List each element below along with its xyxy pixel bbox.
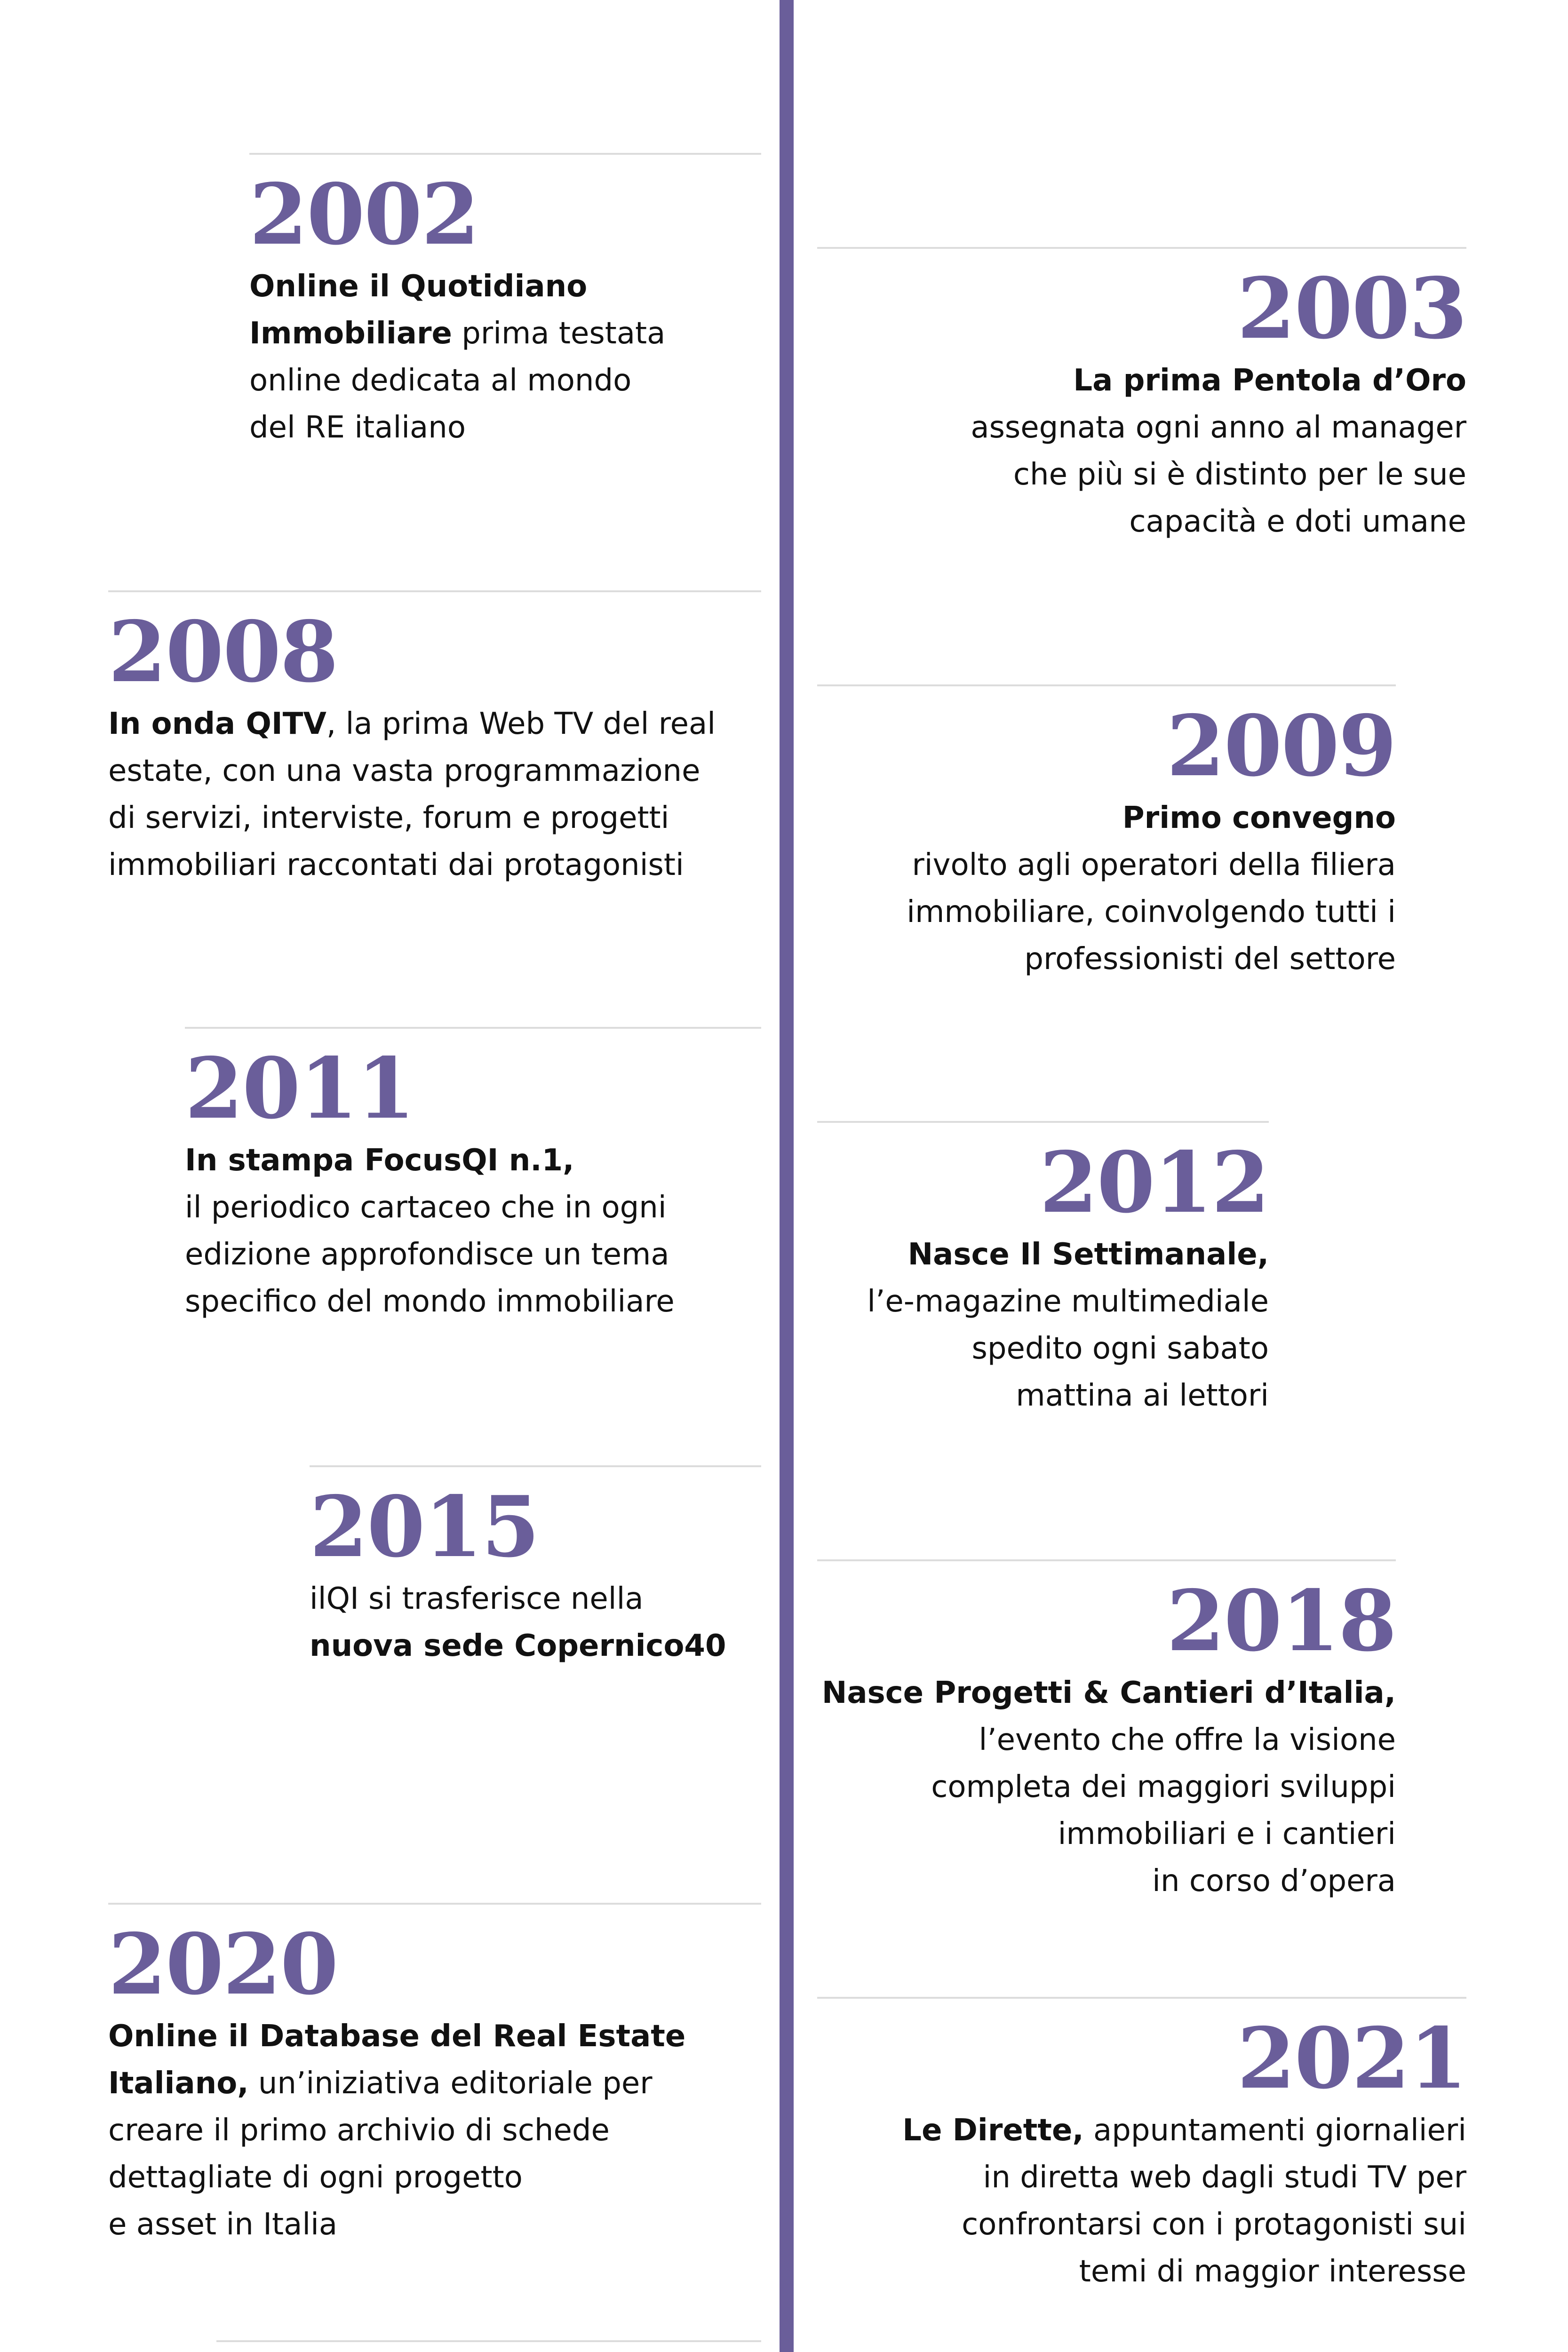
description-line (817, 1325, 1269, 1372)
body-text: confrontarsi con i protagonisti sui (962, 2207, 1466, 2242)
description-line (817, 842, 1396, 889)
timeline-entry-7 (817, 1559, 1396, 1905)
timeline-entry-5 (817, 1121, 1269, 1419)
body-text: di servizi, interviste, forum e progetti (108, 801, 669, 835)
entry-divider (216, 2340, 761, 2342)
entry-description (817, 2107, 1466, 2295)
timeline-axis (780, 0, 794, 2352)
timeline-entry-3 (817, 684, 1396, 983)
description-line (185, 1184, 761, 1231)
description-line (817, 2154, 1466, 2201)
description-line (817, 1278, 1269, 1325)
timeline-entry-0 (249, 153, 761, 451)
body-text: professionisti del settore (1024, 942, 1396, 977)
description-line (108, 747, 761, 795)
description-line (817, 936, 1396, 983)
entry-year: 2012 (1039, 1133, 1269, 1232)
description-line (249, 357, 761, 404)
entry-divider (249, 153, 761, 155)
entry-divider (817, 1121, 1269, 1123)
entry-description (108, 2013, 761, 2248)
highlight-text: In onda QITV (108, 707, 326, 741)
body-text: e asset in Italia (108, 2207, 338, 2242)
body-text: immobiliare, coinvolgendo tutti i (907, 895, 1396, 930)
description-line (310, 1622, 761, 1669)
body-text: che più si è distinto per le sue (1013, 457, 1466, 492)
entry-description (185, 1137, 761, 1325)
body-text: spedito ogni sabato (971, 1331, 1269, 1366)
description-line (817, 404, 1466, 451)
highlight-text: Italiano, (108, 2066, 249, 2101)
description-line (310, 1575, 761, 1622)
description-line (108, 2013, 761, 2060)
body-text: in corso d’opera (1152, 1864, 1396, 1899)
body-text: il periodico cartaceo che in ogni (185, 1190, 667, 1225)
description-line (108, 2060, 761, 2107)
highlight-text: In stampa FocusQI n.1, (185, 1143, 574, 1178)
highlight-text: Online il Database del Real Estate (108, 2019, 686, 2054)
entry-description (817, 795, 1396, 983)
description-line (108, 2154, 761, 2201)
description-line (185, 1278, 761, 1325)
description-line (817, 2107, 1466, 2154)
description-line (249, 310, 761, 357)
body-text: capacità e doti umane (1129, 504, 1466, 539)
entry-description (817, 1231, 1269, 1419)
entry-description (249, 263, 761, 451)
timeline-entry-1 (817, 247, 1466, 545)
description-line (817, 1764, 1396, 1811)
highlight-text: La prima Pentola d’Oro (1073, 363, 1466, 398)
highlight-text: Nasce Il Settimanale, (907, 1237, 1269, 1272)
timeline-entry-4 (185, 1027, 761, 1325)
body-text: rivolto agli operatori della filiera (912, 848, 1396, 882)
description-line (817, 451, 1466, 498)
description-line (817, 1716, 1396, 1764)
description-line (817, 1372, 1269, 1419)
highlight-text: Primo convegno (1122, 801, 1396, 835)
entry-year: 2008 (108, 603, 338, 701)
body-text: appuntamenti giornalieri (1083, 2113, 1466, 2148)
description-line (817, 2248, 1466, 2295)
entry-year: 2003 (1237, 259, 1466, 358)
description-line (249, 263, 761, 310)
entry-year: 2009 (1166, 697, 1396, 795)
description-line (817, 2201, 1466, 2248)
entry-divider (817, 247, 1466, 249)
description-line (108, 795, 761, 842)
body-text: edizione approfondisce un tema (185, 1237, 669, 1272)
entry-year: 2011 (185, 1039, 414, 1137)
body-text: dettagliate di ogni progetto (108, 2160, 523, 2195)
description-line (817, 498, 1466, 545)
body-text: immobiliari raccontati dai protagonisti (108, 848, 684, 882)
body-text: in diretta web dagli studi TV per (983, 2160, 1466, 2195)
description-line (185, 1137, 761, 1184)
entry-description (817, 1669, 1396, 1905)
timeline-entry-6 (310, 1465, 761, 1669)
body-text: ilQI si trasferisce nella (310, 1581, 644, 1616)
entry-divider (108, 1903, 761, 1905)
body-text: un’iniziativa editoriale per (248, 2066, 653, 2101)
entry-description (108, 700, 761, 889)
entry-year: 2020 (108, 1915, 338, 2013)
entry-description (310, 1575, 761, 1669)
description-line (817, 1231, 1269, 1278)
description-line (817, 357, 1466, 404)
entry-divider (817, 1997, 1466, 1999)
entry-divider (108, 590, 761, 592)
body-text: del RE italiano (249, 410, 466, 445)
highlight-text: Immobiliare (249, 316, 452, 351)
body-text: , la prima Web TV del real (326, 707, 716, 741)
entry-year: 2015 (310, 1478, 539, 1576)
description-line (817, 1858, 1396, 1905)
highlight-text: nuova sede Copernico40 (310, 1629, 726, 1663)
timeline-entry-2 (108, 590, 761, 889)
entry-divider (310, 1465, 761, 1467)
description-line (249, 404, 761, 451)
body-text: l’e-magazine multimediale (867, 1284, 1269, 1319)
entry-divider (817, 684, 1396, 686)
body-text: assegnata ogni anno al manager (971, 410, 1466, 445)
body-text: mattina ai lettori (1016, 1378, 1269, 1413)
body-text: prima testata (452, 316, 666, 351)
highlight-text: Online il Quotidiano (249, 269, 588, 304)
description-line (817, 1669, 1396, 1716)
description-line (817, 795, 1396, 842)
entry-description (817, 357, 1466, 545)
description-line (108, 2201, 761, 2248)
body-text: specifico del mondo immobiliare (185, 1284, 675, 1319)
body-text: immobiliari e i cantieri (1058, 1817, 1396, 1851)
timeline-entry-8 (108, 1903, 761, 2248)
entry-divider (817, 1559, 1396, 1561)
description-line (108, 2107, 761, 2154)
highlight-text: Le Dirette, (902, 2113, 1084, 2148)
description-line (108, 700, 761, 747)
description-line (817, 1811, 1396, 1858)
entry-year: 2018 (1166, 1572, 1396, 1670)
body-text: temi di maggior interesse (1079, 2254, 1466, 2289)
body-text: l’evento che offre la visione (979, 1723, 1396, 1757)
description-line (817, 889, 1396, 936)
timeline-entry-9 (817, 1997, 1466, 2295)
entry-year: 2021 (1237, 2009, 1466, 2107)
body-text: creare il primo archivio di schede (108, 2113, 610, 2148)
body-text: online dedicata al mondo (249, 363, 632, 398)
description-line (108, 842, 761, 889)
entry-divider (185, 1027, 761, 1029)
description-line (185, 1231, 761, 1278)
highlight-text: Nasce Progetti & Cantieri d’Italia, (821, 1676, 1396, 1710)
entry-year: 2002 (249, 165, 479, 263)
timeline-entry-10 (216, 2340, 761, 2352)
body-text: estate, con una vasta programmazione (108, 754, 700, 788)
body-text: completa dei maggiori sviluppi (931, 1770, 1396, 1804)
